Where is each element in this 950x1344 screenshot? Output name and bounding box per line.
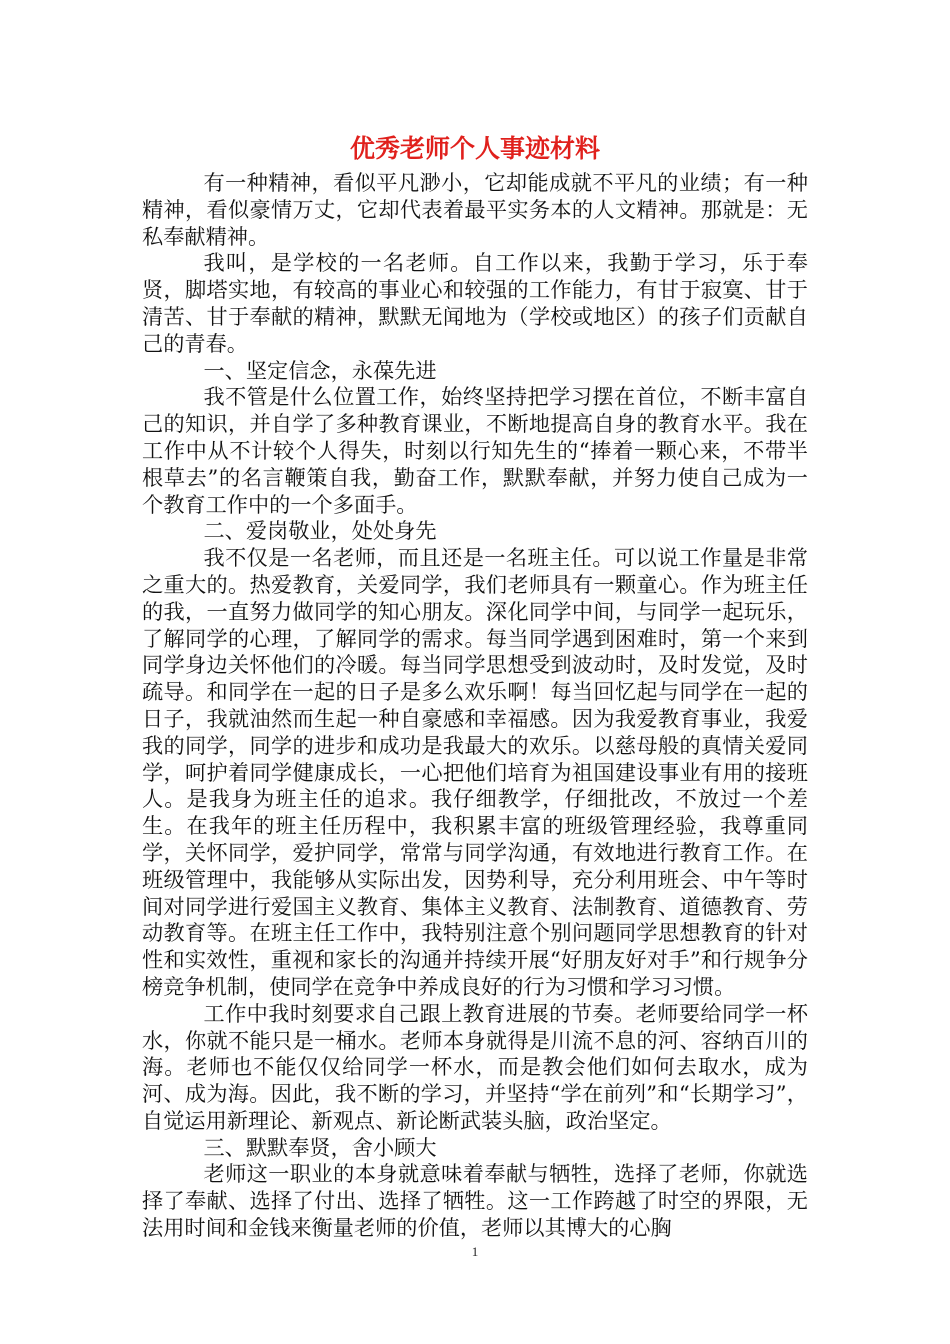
section-heading-2: 二、爱岗敬业，处处身先 [203, 518, 437, 544]
document-title: 优秀老师个人事迹材料 [349, 134, 600, 163]
paragraph-intro: 有一种精神，看似平凡渺小，它却能成就不平凡的业绩；有一种精神，看似豪情万丈，它却代表着最平实务本的人文精神。那就是：无私奉献精神。 [142, 170, 808, 249]
document-body [142, 170, 808, 1242]
paragraph-self-intro: 我叫，是学校的一名老师。自工作以来，我勤于学习，乐于奉贤，脚塔实地，有较高的事业心和较强的工作能力，有甘于寂寞、甘于清苦、甘于奉献的精神，默默无闻地为（学校或地区）的孩子们贡献自己的青春。 [142, 250, 808, 356]
section-heading-1: 一、坚定信念，永葆先进 [203, 357, 437, 383]
page-number: 1 [471, 1244, 479, 1259]
paragraph-section-2-b: 工作中我时刻要求自己跟上教育进展的节奏。老师要给同学一杯水，你就不能只是一桶水。老师本身就得是川流不息的河、容纳百川的海。老师也不能仅仅给同学一杯水，而是教会他们如何去取水，成为河、成为海。因此，我不断的学习，并坚持“学在前列”和“长期学习”，自觉运用新理论、新观点、新论断武装头脑，政治坚定。 [142, 1000, 808, 1133]
paragraph-section-1: 我不管是什么位置工作，始终坚持把学习摆在首位，不断丰富自己的知识，并自学了多种教育课业，不断地提高自身的教育水平。我在工作中从不计较个人得失，时刻以行知先生的“捧着一颗心来，不带半根草去”的名言鞭策自我，勤奋工作，默默奉献，并努力使自己成为一个教育工作中的一个多面手。 [142, 384, 808, 517]
section-heading-3: 三、默默奉贤，舍小顾大 [203, 1134, 437, 1160]
paragraph-section-2: 我不仅是一名老师，而且还是一名班主任。可以说工作量是非常之重大的。热爱教育，关爱同学，我们老师具有一颗童心。作为班主任的我，一直努力做同学的知心朋友。深化同学中间，与同学一起玩乐，了解同学的心理，了解同学的需求。每当同学遇到困难时，第一个来到同学身边关怀他们的冷暖。每当同学思想受到波动时，及时发觉，及时疏导。和同学在一起的日子是多么欢乐啊！每当回忆起与同学在一起的日子，我就油然而生起一种自豪感和幸福感。因为我爱教育事业，我爱我的同学，同学的进步和成功是我最大的欢乐。以慈母般的真情关爱同学，呵护着同学健康成长，一心把他们培育为祖国建设事业有用的接班人。是我身为班主任的追求。我仔细教学，仔细批改，不放过一个差生。在我年的班主任历程中，我积累丰富的班级管理经验，我尊重同学，关怀同学，爱护同学，常常与同学沟通，有效地进行教育工作。在班级管理中，我能够从实际出发，因势利导，充分利用班会、中午等时间对同学进行爱国主义教育、集体主义教育、法制教育、道德教育、劳动教育等。在班主任工作中，我特别注意个别问题同学思想教育的针对性和实效性，重视和家长的沟通并持续开展“好朋友好对手”和行规争分榜竞争机制，使同学在竞争中养成良好的行为习惯和学习习惯。 [142, 545, 808, 999]
paragraph-section-3: 老师这一职业的本身就意味着奉献与牺牲，选择了老师，你就选择了奉献、选择了付出、选择了牺牲。这一工作跨越了时空的界限，无法用时间和金钱来衡量老师的价值，老师以其博大的心胸 [142, 1161, 808, 1241]
